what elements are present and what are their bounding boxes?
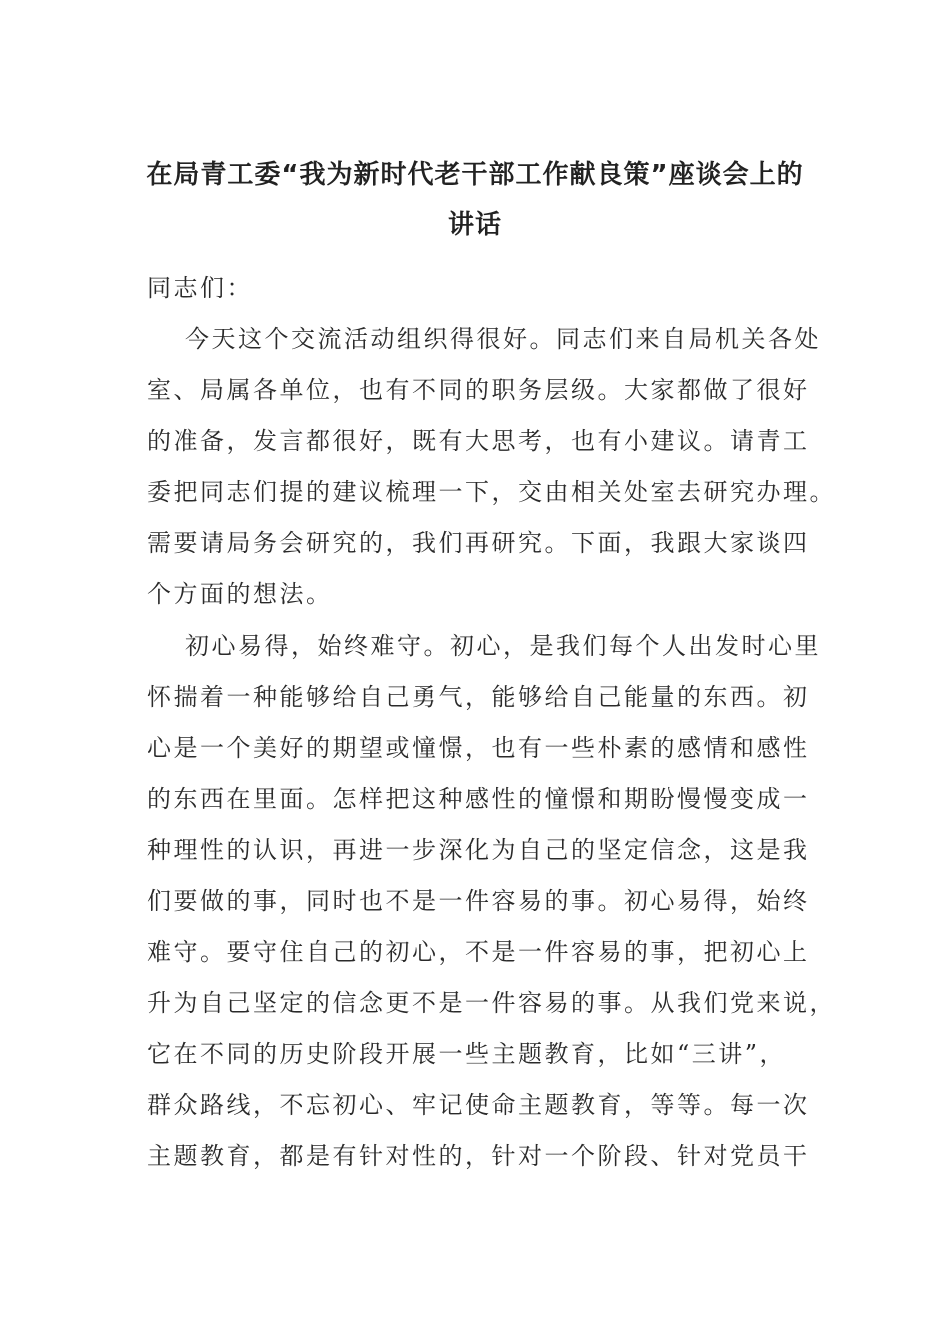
paragraph-1-line: 需要请局务会研究的，我们再研究。下面，我跟大家谈四 — [147, 529, 810, 557]
paragraph-2-line: 它在不同的历史阶段开展一些主题教育，比如“三讲”， — [147, 1040, 787, 1068]
paragraph-2-line: 的东西在里面。怎样把这种感性的憧憬和期盼慢慢变成一 — [147, 785, 810, 813]
document-body — [147, 263, 836, 1182]
paragraph-1-line: 个方面的想法。 — [147, 580, 333, 608]
paragraph-1-line: 室、局属各单位，也有不同的职务层级。大家都做了很好 — [147, 376, 810, 404]
paragraph-1-line: 委把同志们提的建议梳理一下，交由相关处室去研究办理。 — [147, 478, 836, 506]
paragraph-2-line: 主题教育，都是有针对性的，针对一个阶段、针对党员干 — [147, 1142, 810, 1170]
paragraph-2-line: 怀揣着一种能够给自己勇气，能够给自己能量的东西。初 — [147, 683, 810, 711]
paragraph-2-line: 难守。要守住自己的初心，不是一件容易的事，把初心上 — [147, 938, 810, 966]
title-line: 在局青工委“我为新时代老干部工作献良策”座谈会上的 — [146, 160, 804, 190]
paragraph-2-line: 种理性的认识，再进一步深化为自己的坚定信念，这是我 — [147, 836, 810, 864]
paragraph-2-line: 们要做的事，同时也不是一件容易的事。初心易得，始终 — [147, 887, 810, 915]
paragraph-1-line: 今天这个交流活动组织得很好。同志们来自局机关各处 — [185, 325, 821, 353]
paragraph-2-line: 初心易得，始终难守。初心，是我们每个人出发时心里 — [185, 632, 821, 660]
title-line: 讲话 — [447, 210, 502, 240]
salutation: 同志们： — [147, 274, 253, 302]
paragraph-2-line: 升为自己坚定的信念更不是一件容易的事。从我们党来说， — [147, 989, 836, 1017]
paragraph-2-line: 群众路线，不忘初心、牢记使命主题教育，等等。每一次 — [147, 1091, 810, 1119]
paragraph-2-line: 心是一个美好的期望或憧憬，也有一些朴素的感情和感性 — [147, 734, 810, 762]
document-title — [140, 150, 810, 250]
paragraph-1-line: 的准备，发言都很好，既有大思考，也有小建议。请青工 — [147, 427, 810, 455]
